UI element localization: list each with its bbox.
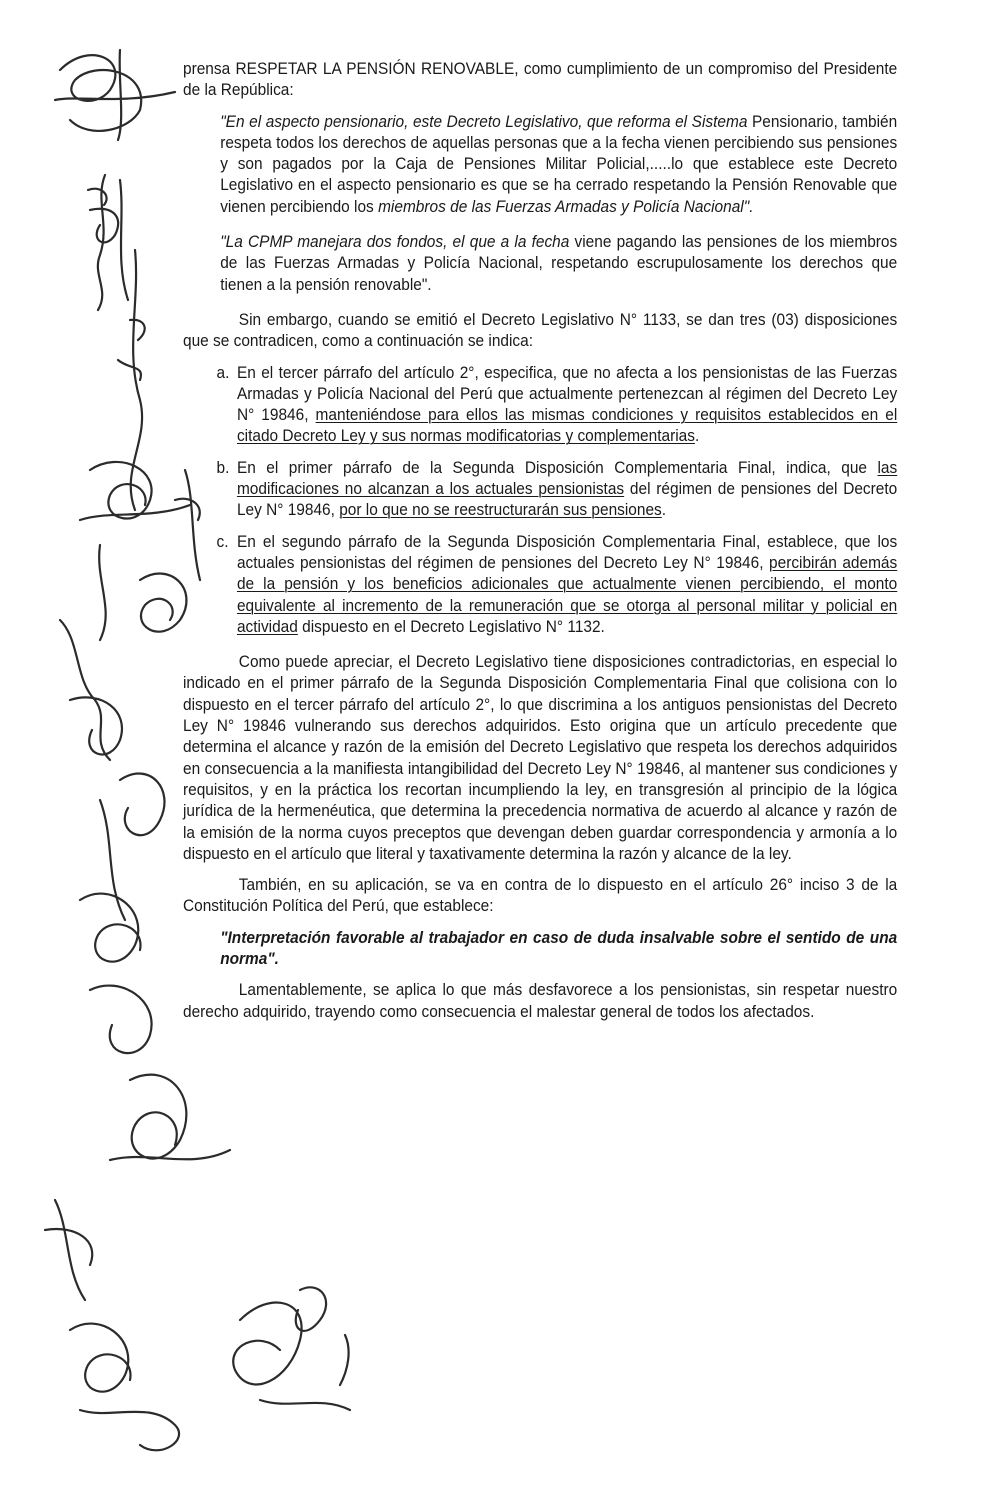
intro-paragraph: prensa RESPETAR LA PENSIÓN RENOVABLE, como cumplimiento de un compromiso del Presidente de la República: [183,59,898,100]
list-marker-c: c. [216,531,229,551]
signature-2 [88,175,128,310]
list-item-c: c. En el segundo párrafo de la Segunda Disposición Complementaria Final, establece, que los actuales pensionistas del régimen de pensiones del Decreto Ley N° 19846, percibirán además de la pensión y los beneficios adicionales que actualmente vienen percibiendo, el monto equivalente al incremento de la remuneración que se otorga al personal militar y policial en actividad dispuesto en el Decreto Legislativo N° 1132. [216,531,898,636]
signature-1 [55,50,175,140]
list-marker-b: b. [216,457,230,477]
signature-4 [80,462,190,640]
quote-president-1: "En el aspecto pensionario, este Decreto Legislativo, que reforma el Sistema Pensionario, también respeta todos los derechos de aquellas personas que a la fecha vienen percibiendo sus pensiones y son pagados por la Caja de Pensiones Militar Policial,.....lo que establece este Decreto Legislativo en el aspecto pensionario es que se ha cerrado respetando la Pensión Renovable que vienen percibiendo los miembros de las Fuerzas Armadas y Policía Nacional". [220,111,898,216]
paragraph-contradictions: Sin embargo, cuando se emitió el Decreto Legislativo N° 1133, se dan tres (03) disposiciones que se contradicen, como a continuación se indica: [183,309,898,351]
paragraph-constitution: También, en su aplicación, se va en contra de lo dispuesto en el artículo 26° inciso 3 de la Constitución Política del Perú, que establece: [183,875,898,916]
signature-5 [60,620,122,760]
underlined-text: percibirán además de la pensión y los beneficios adicionales que actualmente vienen percibiendo, el monto equivalente al incremento de la remuneración que se otorga al personal militar y policial en actividad [236,552,898,636]
quote-president-2: "La CPMP manejara dos fondos, el que a la fecha viene pagando las pensiones de los miembros de las Fuerzas Armadas y Policía Nacional, respetando escrupulosamente los derechos que tienen a la pensión renovable". [220,232,898,294]
paragraph-analysis: Como puede apreciar, el Decreto Legislativo tiene disposiciones contradictorias, en especial lo indicado en el primer párrafo de la Segunda Disposición Complementaria Final que colisiona con lo dispuesto en el tercer párrafo del artículo 2°, lo que discrimina a los antiguos pensionistas del Decreto Ley N° 19846 vulnerando sus derechos adquiridos. Esto origina que un artículo precedente que determina el alcance y razón de la emisión del Decreto Legislativo que respeta los derechos adquiridos en consecuencia a la manifiesta intangibilidad del Decreto Ley N° 19846, al mantener sus condiciones y requisitos, y en la práctica los recortan incumpliendo la ley, en transgresión al principio de la lógica jurídica de la hermenéutica, que determina la precedencia normativa de acuerdo al alcance y razón de la emisión de la norma cuyos preceptos que devengan deben guardar correspondencia y armonía a lo dispuesto en el artículo que literal y taxativamente determina la razón y alcance de la ley. [183,652,898,863]
underlined-text: por lo que no se reestructurarán sus pensiones [339,500,662,520]
signature-6 [80,894,152,1054]
document-body [183,58,898,1022]
underlined-text: manteniéndose para ellos las mismas condiciones y requisitos establecidos en el citado Decreto Ley y sus normas modificatorias y complementarias [236,405,898,446]
list-item-b: b. En el primer párrafo de la Segunda Disposición Complementaria Final, indica, que las modificaciones no alcanzan a los actuales pensionistas del régimen de pensiones del Decreto Ley N° 19846, por lo que no se reestructurarán sus pensiones. [216,457,898,520]
quote-constitution: "Interpretación favorable al trabajador en caso de duda insalvable sobre el sentido de una norma". [220,927,898,968]
signature-3 [118,250,145,510]
list-marker-a: a. [216,362,230,382]
list-item-a: a. En el tercer párrafo del artículo 2°, especifica, que no afecta a los pensionistas de las Fuerzas Armadas y Policía Nacional del Perú que actualmente pertenezcan al régimen del Decreto Ley N° 19846, manteniéndose para ellos las mismas condiciones y requisitos establecidos en el citado Decreto Ley y sus normas modificatorias y complementarias. [216,362,898,446]
signature-7 [70,1324,179,1451]
underlined-text: las modificaciones no alcanzan a los actuales pensionistas [236,457,898,499]
signature-8 [233,1287,350,1410]
paragraph-conclusion: Lamentablemente, se aplica lo que más desfavorece a los pensionistas, sin respetar nuestro derecho adquirido, trayendo como consecuencia el malestar general de todos los afectados. [183,980,898,1021]
